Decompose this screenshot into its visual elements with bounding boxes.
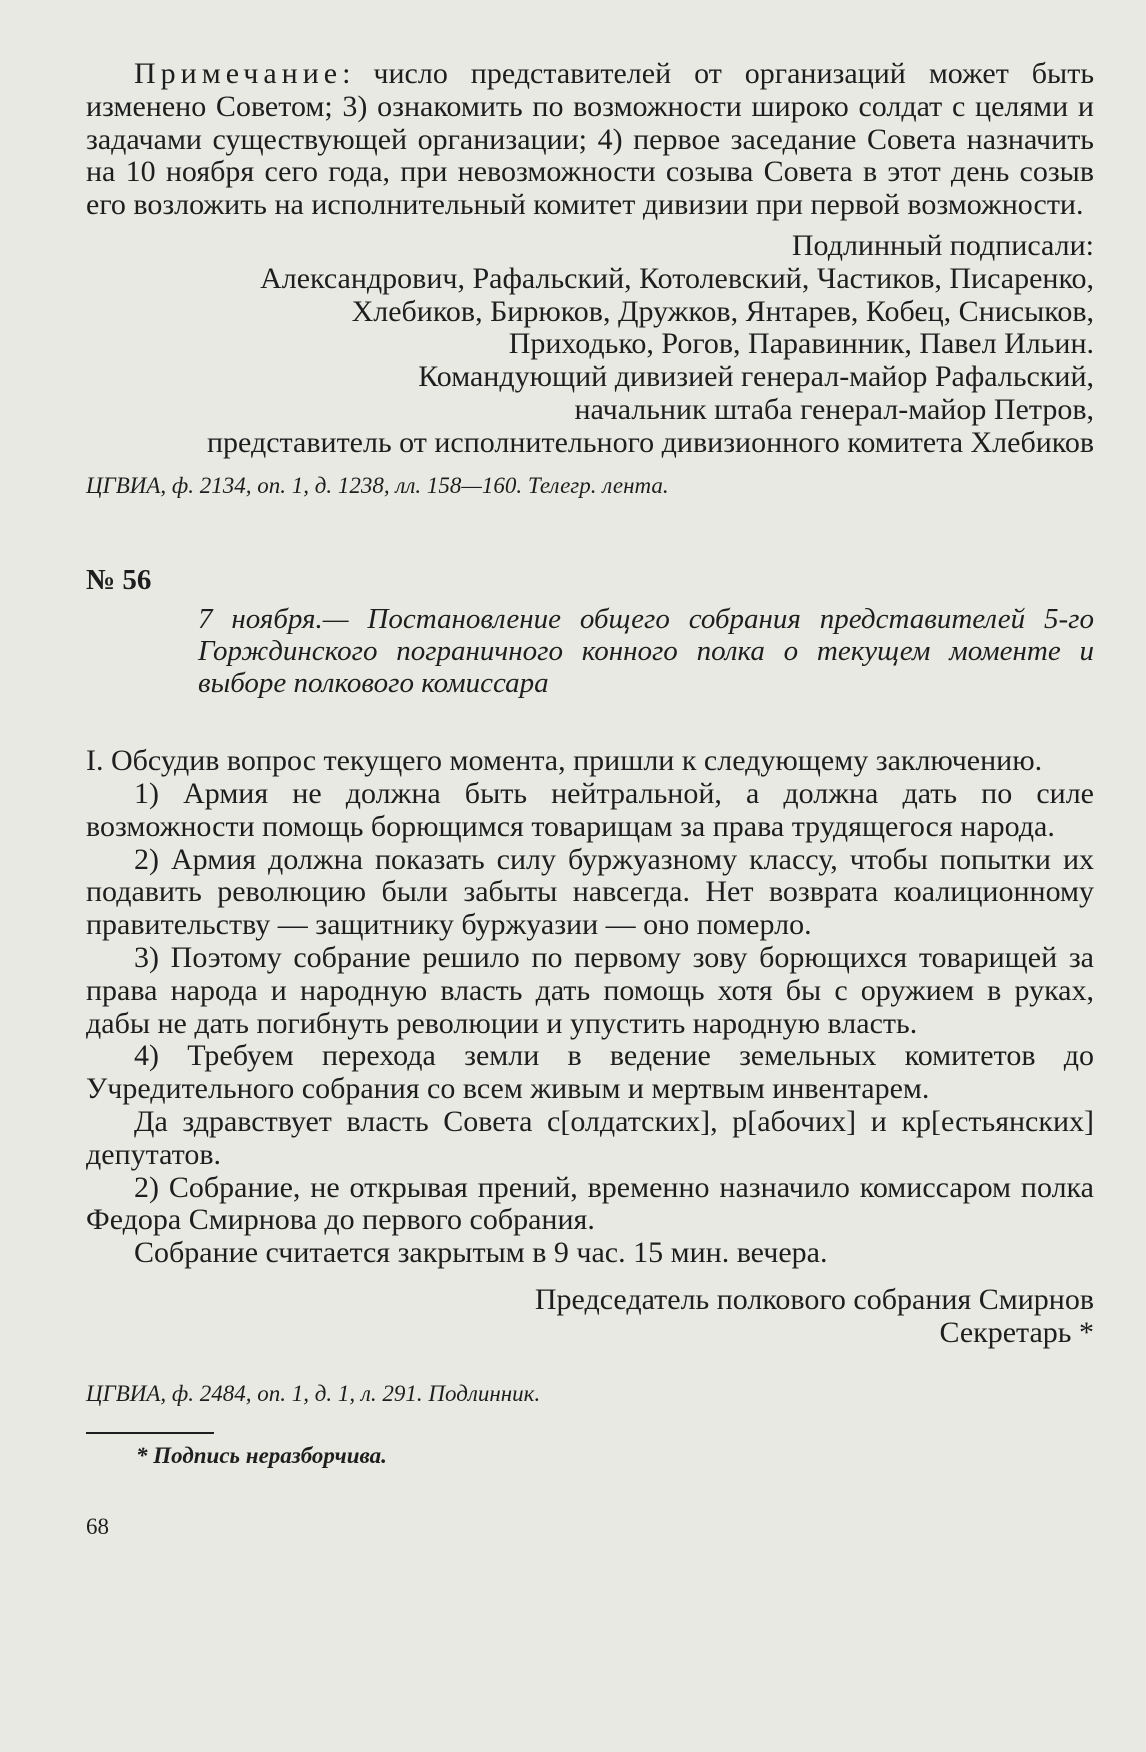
resolution-signatures (86, 1284, 1094, 1350)
archive-source-2: ЦГВИА, ф. 2484, оп. 1, д. 1, л. 291. Подлинник. (86, 1380, 541, 1406)
section-1-heading: I. Обсудив вопрос текущего момента, пришли к следующему заключению. (86, 744, 1043, 778)
resolution-item-2: 2) Армия должна показать силу буржуазному классу, чтобы попытки их подавить революцию были забыты навсегда. Нет возврата коалиционному правительству — защитнику буржуазии — оно померло. (86, 842, 1094, 942)
resolution-item-3: 3) Поэтому собрание решило по первому зову борющихся товарищей за права народа и народную власть дать помощь хотя бы с оружием в руках, дабы не дать погибнуть революции и упустить народную власть. (86, 940, 1094, 1040)
chief-of-staff-signature: начальник штаба генерал-майор Петров, (574, 392, 1094, 426)
commander-signature: Командующий дивизией генерал-майор Рафальский, (418, 360, 1094, 394)
note-label: Примечание (134, 57, 343, 90)
resolution-item-1: 1) Армия не должна быть нейтральной, а должна дать по силе возможности помощь борющимся товарищам за права трудящегося народа. (86, 776, 1094, 843)
resolution-item-4: 4) Требуем перехода земли в ведение земельных комитетов до Учредительного собрания со всем живым и мертвым инвентарем. (86, 1039, 1094, 1106)
secretary-signature: Секретарь * (939, 1315, 1094, 1349)
signed-label: Подлинный подписали: (791, 228, 1094, 262)
footnote-divider (86, 1432, 214, 1434)
note-text: : число представителей от организаций может быть изменено Советом; 3) ознакомить по возможности широко солдат с целями и задачами существующей организации; 4) первое заседание Совета назначить на 10 ноября сего года, при невозможности созыва Совета в этот день созыв его возложить на исполнительный комитет дивизии при первой возможности. (86, 57, 1094, 222)
section-2: 2) Собрание, не открывая прений, временно назначило комиссаром полка Федора Смирнова до первого собрания. (86, 1170, 1094, 1237)
resolution-body (86, 745, 1094, 1270)
page-number: 68 (86, 1514, 109, 1540)
archive-source-1: ЦГВИА, ф. 2134, оп. 1, д. 1238, лл. 158—160. Телегр. лента. (86, 472, 669, 498)
signatories-line-1: Александрович, Рафальский, Котолевский, Частиков, Писаренко, (260, 261, 1094, 295)
signatories-line-2: Хлебиков, Бирюков, Дружков, Янтарев, Кобец, Снисыков, (351, 294, 1094, 328)
document-title: 7 ноября.— Постановление общего собрания представителей 5-го Горждинского пограничного конного полка о текущем моменте и выборе полкового комиссара (198, 603, 1094, 700)
chairman-signature: Председатель полкового собрания Смирнов (534, 1282, 1094, 1316)
slogan: Да здравствует власть Совета с[олдатских], р[абочих] и кр[естьянских] депутатов. (86, 1104, 1094, 1171)
representative-signature: представитель от исполнительного дивизионного комитета Хлебиков (207, 425, 1094, 459)
signatures-block (86, 230, 1094, 460)
note-paragraph (86, 58, 1094, 222)
signatories-line-3: Приходько, Рогов, Паравинник, Павел Ильин. (508, 327, 1094, 361)
document-number: № 56 (86, 564, 152, 597)
footnote: * Подпись неразборчива. (136, 1443, 387, 1469)
closing-statement: Собрание считается закрытым в 9 час. 15 мин. вечера. (134, 1236, 828, 1270)
